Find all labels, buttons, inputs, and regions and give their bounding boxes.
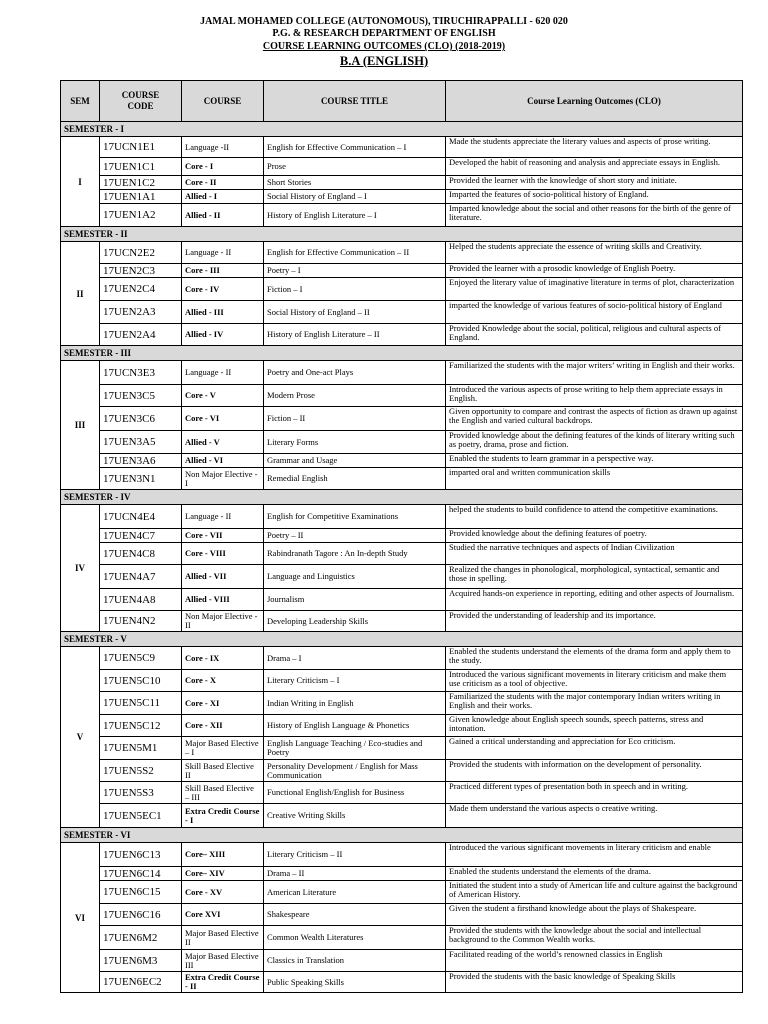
course-title: Drama – I <box>264 647 446 670</box>
course-code: 17UCN1E1 <box>100 137 182 158</box>
course-code: 17UEN1A1 <box>100 190 182 204</box>
table-row <box>61 804 743 828</box>
table-row <box>61 529 743 543</box>
course-type: Core - IX <box>182 647 264 670</box>
course-outcome: Facilitated reading of the world’s renowned classics in English <box>446 950 743 972</box>
course-title: History of English Literature – I <box>264 204 446 227</box>
course-code: 17UEN3A6 <box>100 454 182 468</box>
course-outcome: Enabled the students understand the elements of the drama. <box>446 867 743 881</box>
course-type: Allied - II <box>182 204 264 227</box>
course-code: 17UEN5EC1 <box>100 804 182 828</box>
course-outcome: Helped the students appreciate the essence of writing skills and Creativity. <box>446 242 743 264</box>
semester-header-row <box>61 828 743 843</box>
course-outcome: Provided knowledge about the defining features of the kinds of literary writing such as poetry, drama, prose and fiction. <box>446 431 743 454</box>
table-row <box>61 190 743 204</box>
course-type: Allied - V <box>182 431 264 454</box>
table-row <box>61 904 743 926</box>
course-code: 17UEN1C1 <box>100 158 182 176</box>
table-row <box>61 361 743 385</box>
table-row <box>61 867 743 881</box>
course-outcome: Introduced the various significant movements in literary criticism and enable <box>446 843 743 867</box>
course-title: Short Stories <box>264 176 446 190</box>
semester-label: SEMESTER - V <box>61 632 743 647</box>
course-outcome: Made the students appreciate the literary values and aspects of prose writing. <box>446 137 743 158</box>
course-outcome: Enjoyed the literary value of imaginative literature in terms of plot, characterization <box>446 278 743 301</box>
course-code: 17UEN4A8 <box>100 589 182 611</box>
table-row <box>61 278 743 301</box>
table-row <box>61 543 743 565</box>
course-type: Extra Credit Course - I <box>182 804 264 828</box>
table-row <box>61 176 743 190</box>
course-type: Core - II <box>182 176 264 190</box>
table-row <box>61 647 743 670</box>
semester-header-row <box>61 346 743 361</box>
course-title: Developing Leadership Skills <box>264 611 446 632</box>
course-outcome: imparted oral and written communication skills <box>446 468 743 490</box>
course-type: Allied - VIII <box>182 589 264 611</box>
course-code: 17UEN2A3 <box>100 301 182 324</box>
table-row <box>61 565 743 589</box>
course-outcome: Given the student a firsthand knowledge about the plays of Shakespeare. <box>446 904 743 926</box>
table-row <box>61 431 743 454</box>
document-subtitle: COURSE LEARNING OUTCOMES (CLO) (2018-2019) <box>262 41 506 52</box>
course-type: Language - II <box>182 242 264 264</box>
department-name: P.G. & RESEARCH DEPARTMENT OF ENGLISH <box>272 28 496 39</box>
course-code: 17UEN6C15 <box>100 881 182 904</box>
table-row <box>61 843 743 867</box>
course-type: Major Based Elective III <box>182 950 264 972</box>
course-type: Core - XI <box>182 692 264 715</box>
table-row <box>61 137 743 158</box>
course-type: Core - V <box>182 385 264 407</box>
table-row <box>61 242 743 264</box>
course-code: 17UCN2E2 <box>100 242 182 264</box>
course-code: 17UEN5M1 <box>100 737 182 760</box>
course-type: Core - VI <box>182 407 264 431</box>
course-outcome: Provided the understanding of leadership and its importance. <box>446 611 743 632</box>
course-title: Social History of England – II <box>264 301 446 324</box>
course-title: Literary Criticism – II <box>264 843 446 867</box>
course-title: Literary Forms <box>264 431 446 454</box>
course-outcome: Gained a critical understanding and appreciation for Eco criticism. <box>446 737 743 760</box>
semester-roman: IV <box>61 505 100 632</box>
course-code: 17UCN4E4 <box>100 505 182 529</box>
course-title: English for Effective Communication – II <box>264 242 446 264</box>
course-outcome: Provided the students with the knowledge about the social and intellectual background to the Common Wealth works. <box>446 926 743 950</box>
course-title: American Literature <box>264 881 446 904</box>
course-title: Creative Writing Skills <box>264 804 446 828</box>
course-title: Drama – II <box>264 867 446 881</box>
table-row <box>61 715 743 737</box>
course-title: Prose <box>264 158 446 176</box>
table-row <box>61 407 743 431</box>
course-type: Core - X <box>182 670 264 692</box>
course-code: 17UEN6M3 <box>100 950 182 972</box>
semester-roman: II <box>61 242 100 346</box>
course-outcome: Provided the students with the basic knowledge of Speaking Skills <box>446 972 743 993</box>
table-row <box>61 454 743 468</box>
course-type: Allied - I <box>182 190 264 204</box>
course-outcome: Provided knowledge about the defining features of poetry. <box>446 529 743 543</box>
course-code: 17UEN3A5 <box>100 431 182 454</box>
course-code: 17UEN4N2 <box>100 611 182 632</box>
course-code: 17UEN5C9 <box>100 647 182 670</box>
column-header-sem: SEM <box>61 81 100 122</box>
table-row <box>61 158 743 176</box>
course-title: Classics in Translation <box>264 950 446 972</box>
course-type: Skill Based Elective – III <box>182 782 264 804</box>
course-code: 17UEN5S3 <box>100 782 182 804</box>
course-outcome: Realized the changes in phonological, morphological, syntactical, semantic and those in spelling. <box>446 565 743 589</box>
table-row <box>61 692 743 715</box>
course-title: Grammar and Usage <box>264 454 446 468</box>
column-header-course-code: COURSE CODE <box>100 81 182 122</box>
course-outcome: Introduced the various aspects of prose writing to help them appreciate essays in English. <box>446 385 743 407</box>
course-code: 17UEN4C8 <box>100 543 182 565</box>
course-type: Major Based Elective – I <box>182 737 264 760</box>
semester-header-row <box>61 122 743 137</box>
semester-roman: VI <box>61 843 100 993</box>
course-code: 17UEN2A4 <box>100 324 182 346</box>
course-type: Major Based Elective II <box>182 926 264 950</box>
course-type: Language - II <box>182 361 264 385</box>
column-header-course-title: COURSE TITLE <box>264 81 446 122</box>
semester-roman: I <box>61 137 100 227</box>
course-code: 17UEN5S2 <box>100 760 182 782</box>
course-outcome: Familiarized the students with the major writers’ writing in English and their works. <box>446 361 743 385</box>
course-outcome: imparted the knowledge of various features of socio-political history of England <box>446 301 743 324</box>
course-type: Core - IV <box>182 278 264 301</box>
course-title: English Language Teaching / Eco-studies and Poetry <box>264 737 446 760</box>
course-title: Poetry – II <box>264 529 446 543</box>
college-name: JAMAL MOHAMED COLLEGE (AUTONOMOUS), TIRUCHIRAPPALLI - 620 020 <box>200 16 568 27</box>
course-outcome: Imparted the features of socio-political history of England. <box>446 190 743 204</box>
table-row <box>61 737 743 760</box>
course-code: 17UEN1A2 <box>100 204 182 227</box>
course-title: Social History of England – I <box>264 190 446 204</box>
course-code: 17UEN2C4 <box>100 278 182 301</box>
table-row <box>61 324 743 346</box>
table-row <box>61 385 743 407</box>
semester-header-row <box>61 632 743 647</box>
semester-label: SEMESTER - IV <box>61 490 743 505</box>
course-code: 17UEN1C2 <box>100 176 182 190</box>
course-title: Modern Prose <box>264 385 446 407</box>
table-row <box>61 881 743 904</box>
course-type: Core - III <box>182 264 264 278</box>
table-row <box>61 760 743 782</box>
course-title: Indian Writing in English <box>264 692 446 715</box>
table-row <box>61 926 743 950</box>
course-type: Allied - III <box>182 301 264 324</box>
course-code: 17UEN4A7 <box>100 565 182 589</box>
table-row <box>61 782 743 804</box>
course-title: English for Effective Communication – I <box>264 137 446 158</box>
course-title: Poetry – I <box>264 264 446 278</box>
course-type: Non Major Elective - I <box>182 468 264 490</box>
course-code: 17UEN6C14 <box>100 867 182 881</box>
course-outcome: Provided the learner with a prosodic knowledge of English Poetry. <box>446 264 743 278</box>
semester-roman: V <box>61 647 100 828</box>
semester-header-row <box>61 227 743 242</box>
semester-roman: III <box>61 361 100 490</box>
course-outcome: Provided the learner with the knowledge of short story and initiate. <box>446 176 743 190</box>
course-title: Functional English/English for Business <box>264 782 446 804</box>
course-outcome: Practiced different types of presentation both in speech and in writing. <box>446 782 743 804</box>
course-title: Fiction – II <box>264 407 446 431</box>
course-type: Allied - VII <box>182 565 264 589</box>
programme-title: B.A (ENGLISH) <box>339 54 429 68</box>
course-code: 17UEN6C16 <box>100 904 182 926</box>
course-title: History of English Literature – II <box>264 324 446 346</box>
course-title: Fiction – I <box>264 278 446 301</box>
course-title: Journalism <box>264 589 446 611</box>
course-outcome: Developed the habit of reasoning and analysis and appreciate essays in English. <box>446 158 743 176</box>
table-row <box>61 950 743 972</box>
course-title: English for Competitive Examinations <box>264 505 446 529</box>
course-title: Personality Development / English for Mass Communication <box>264 760 446 782</box>
course-code: 17UEN6C13 <box>100 843 182 867</box>
course-title: Common Wealth Literatures <box>264 926 446 950</box>
course-outcome: Given opportunity to compare and contrast the aspects of fiction as drawn up against the English and varied cultural backdrops. <box>446 407 743 431</box>
course-outcome: Enabled the students to learn grammar in a perspective way. <box>446 454 743 468</box>
table-row <box>61 468 743 490</box>
course-code: 17UEN4C7 <box>100 529 182 543</box>
course-type: Core– XIII <box>182 843 264 867</box>
course-type: Core - I <box>182 158 264 176</box>
table-row <box>61 670 743 692</box>
semester-label: SEMESTER - I <box>61 122 743 137</box>
clo-table <box>60 80 743 993</box>
course-outcome: Initiated the student into a study of American life and culture against the background of American History. <box>446 881 743 904</box>
table-row <box>61 301 743 324</box>
course-outcome: helped the students to build confidence to attend the competitive examinations. <box>446 505 743 529</box>
course-title: Shakespeare <box>264 904 446 926</box>
semester-label: SEMESTER - III <box>61 346 743 361</box>
course-code: 17UEN6EC2 <box>100 972 182 993</box>
course-outcome: Provided the students with information on the development of personality. <box>446 760 743 782</box>
course-type: Core - VIII <box>182 543 264 565</box>
course-type: Allied - IV <box>182 324 264 346</box>
semester-label: SEMESTER - VI <box>61 828 743 843</box>
table-row <box>61 204 743 227</box>
course-code: 17UEN3C6 <box>100 407 182 431</box>
course-outcome: Introduced the various significant movements in literary criticism and make them use criticism as a tool of objective. <box>446 670 743 692</box>
table-row <box>61 505 743 529</box>
course-title: Rabindranath Tagore : An In-depth Study <box>264 543 446 565</box>
course-title: Literary Criticism – I <box>264 670 446 692</box>
table-row <box>61 264 743 278</box>
course-code: 17UEN5C12 <box>100 715 182 737</box>
course-type: Core XVI <box>182 904 264 926</box>
course-code: 17UEN5C10 <box>100 670 182 692</box>
course-type: Language -II <box>182 137 264 158</box>
course-code: 17UEN6M2 <box>100 926 182 950</box>
semester-label: SEMESTER - II <box>61 227 743 242</box>
course-code: 17UEN3N1 <box>100 468 182 490</box>
table-row <box>61 589 743 611</box>
course-title: Remedial English <box>264 468 446 490</box>
table-row <box>61 611 743 632</box>
course-title: History of English Language & Phonetics <box>264 715 446 737</box>
column-header-course: COURSE <box>182 81 264 122</box>
course-outcome: Provided Knowledge about the social, political, religious and cultural aspects of England. <box>446 324 743 346</box>
course-outcome: Given knowledge about English speech sounds, speech patterns, stress and intonation. <box>446 715 743 737</box>
course-outcome: Studied the narrative techniques and aspects of Indian Civilization <box>446 543 743 565</box>
course-outcome: Acquired hands-on experience in reporting, editing and other aspects of Journalism. <box>446 589 743 611</box>
course-outcome: Imparted knowledge about the social and other reasons for the birth of the genre of literature. <box>446 204 743 227</box>
course-type: Extra Credit Course - II <box>182 972 264 993</box>
course-type: Core - XV <box>182 881 264 904</box>
course-type: Core– XIV <box>182 867 264 881</box>
course-type: Core - VII <box>182 529 264 543</box>
course-code: 17UEN5C11 <box>100 692 182 715</box>
column-header-clo: Course Learning Outcomes (CLO) <box>446 81 743 122</box>
course-code: 17UEN3C5 <box>100 385 182 407</box>
course-outcome: Made them understand the various aspects o creative writing. <box>446 804 743 828</box>
semester-header-row <box>61 490 743 505</box>
course-type: Language - II <box>182 505 264 529</box>
course-outcome: Familiarized the students with the major contemporary Indian writers writing in English and their works. <box>446 692 743 715</box>
course-title: Public Speaking Skills <box>264 972 446 993</box>
course-type: Allied - VI <box>182 454 264 468</box>
course-code: 17UEN2C3 <box>100 264 182 278</box>
course-title: Language and Linguistics <box>264 565 446 589</box>
course-type: Core - XII <box>182 715 264 737</box>
course-code: 17UCN3E3 <box>100 361 182 385</box>
table-row <box>61 972 743 993</box>
course-outcome: Enabled the students understand the elements of the drama form and apply them to the study. <box>446 647 743 670</box>
table-header-row <box>61 81 743 122</box>
course-title: Poetry and One-act Plays <box>264 361 446 385</box>
course-type: Non Major Elective - II <box>182 611 264 632</box>
course-type: Skill Based Elective II <box>182 760 264 782</box>
